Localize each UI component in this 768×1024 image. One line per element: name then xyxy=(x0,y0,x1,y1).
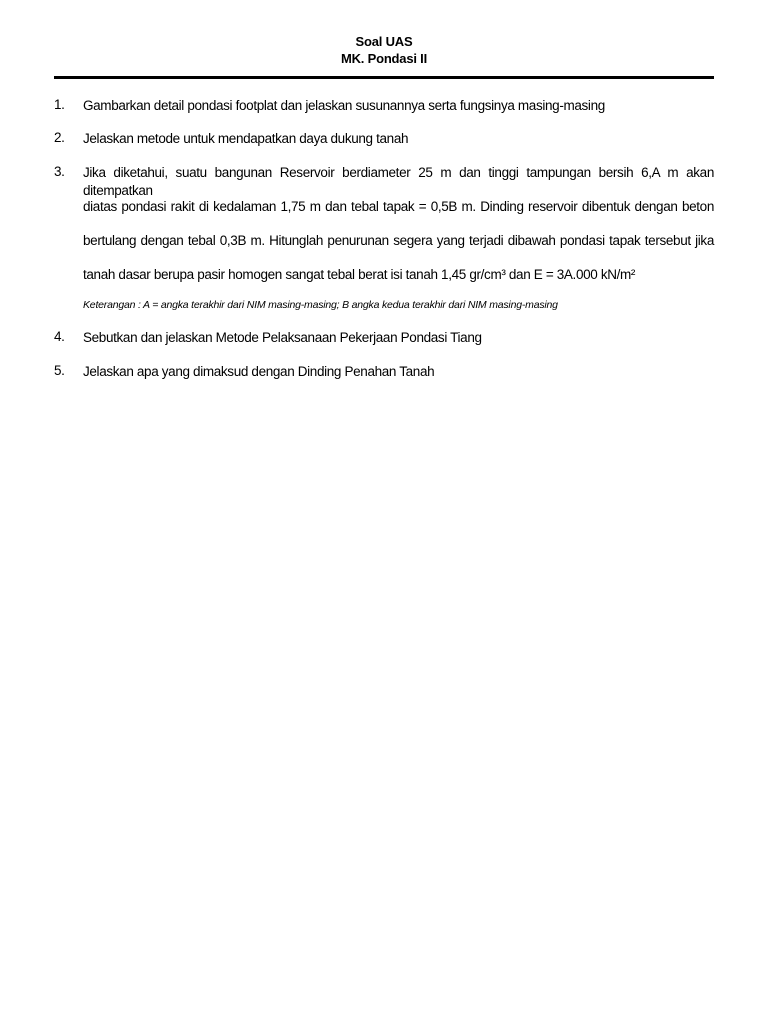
question-number: 2. xyxy=(54,130,65,145)
question-text-block xyxy=(83,363,714,397)
course-title: MK. Pondasi II xyxy=(340,51,428,66)
question-text: Jelaskan apa yang dimaksud dengan Dinding Penahan Tanah xyxy=(83,364,435,379)
question-text-line: tanah dasar berupa pasir homogen sangat tebal berat isi tanah 1,45 gr/cm³ dan E = 3A.000 kN/m² xyxy=(83,267,636,282)
document-header xyxy=(0,33,768,67)
question-text-block xyxy=(83,130,714,164)
header-divider xyxy=(54,76,714,79)
question-text-line: Jika diketahui, suatu bangunan Reservoir berdiameter 25 m dan tinggi tampungan bersih 6,A m akan ditempatkan xyxy=(83,165,714,198)
question-number: 4. xyxy=(54,329,65,344)
question-text-block xyxy=(83,97,714,131)
question-text-line: bertulang dengan tebal 0,3B m. Hitunglah penurunan segera yang terjadi dibawah pondasi tapak tersebut jika xyxy=(83,233,714,248)
question-text: Gambarkan detail pondasi footplat dan jelaskan susunannya serta fungsinya masing-masing xyxy=(83,98,605,113)
exam-title: Soal UAS xyxy=(355,34,413,49)
question-number: 5. xyxy=(54,363,65,378)
question-text-line: diatas pondasi rakit di kedalaman 1,75 m dan tebal tapak = 0,5B m. Dinding reservoir dibentuk dengan beton xyxy=(83,199,714,214)
question-text-block xyxy=(83,329,714,363)
question-number: 3. xyxy=(54,164,65,179)
question-text-block xyxy=(83,164,714,300)
question-3-note: Keterangan : A = angka terakhir dari NIM masing-masing; B angka kedua terakhir dari NIM masing-masing xyxy=(83,299,558,311)
question-text: Sebutkan dan jelaskan Metode Pelaksanaan Pekerjaan Pondasi Tiang xyxy=(83,330,482,345)
question-number: 1. xyxy=(54,97,65,112)
question-text: Jelaskan metode untuk mendapatkan daya dukung tanah xyxy=(83,131,409,146)
